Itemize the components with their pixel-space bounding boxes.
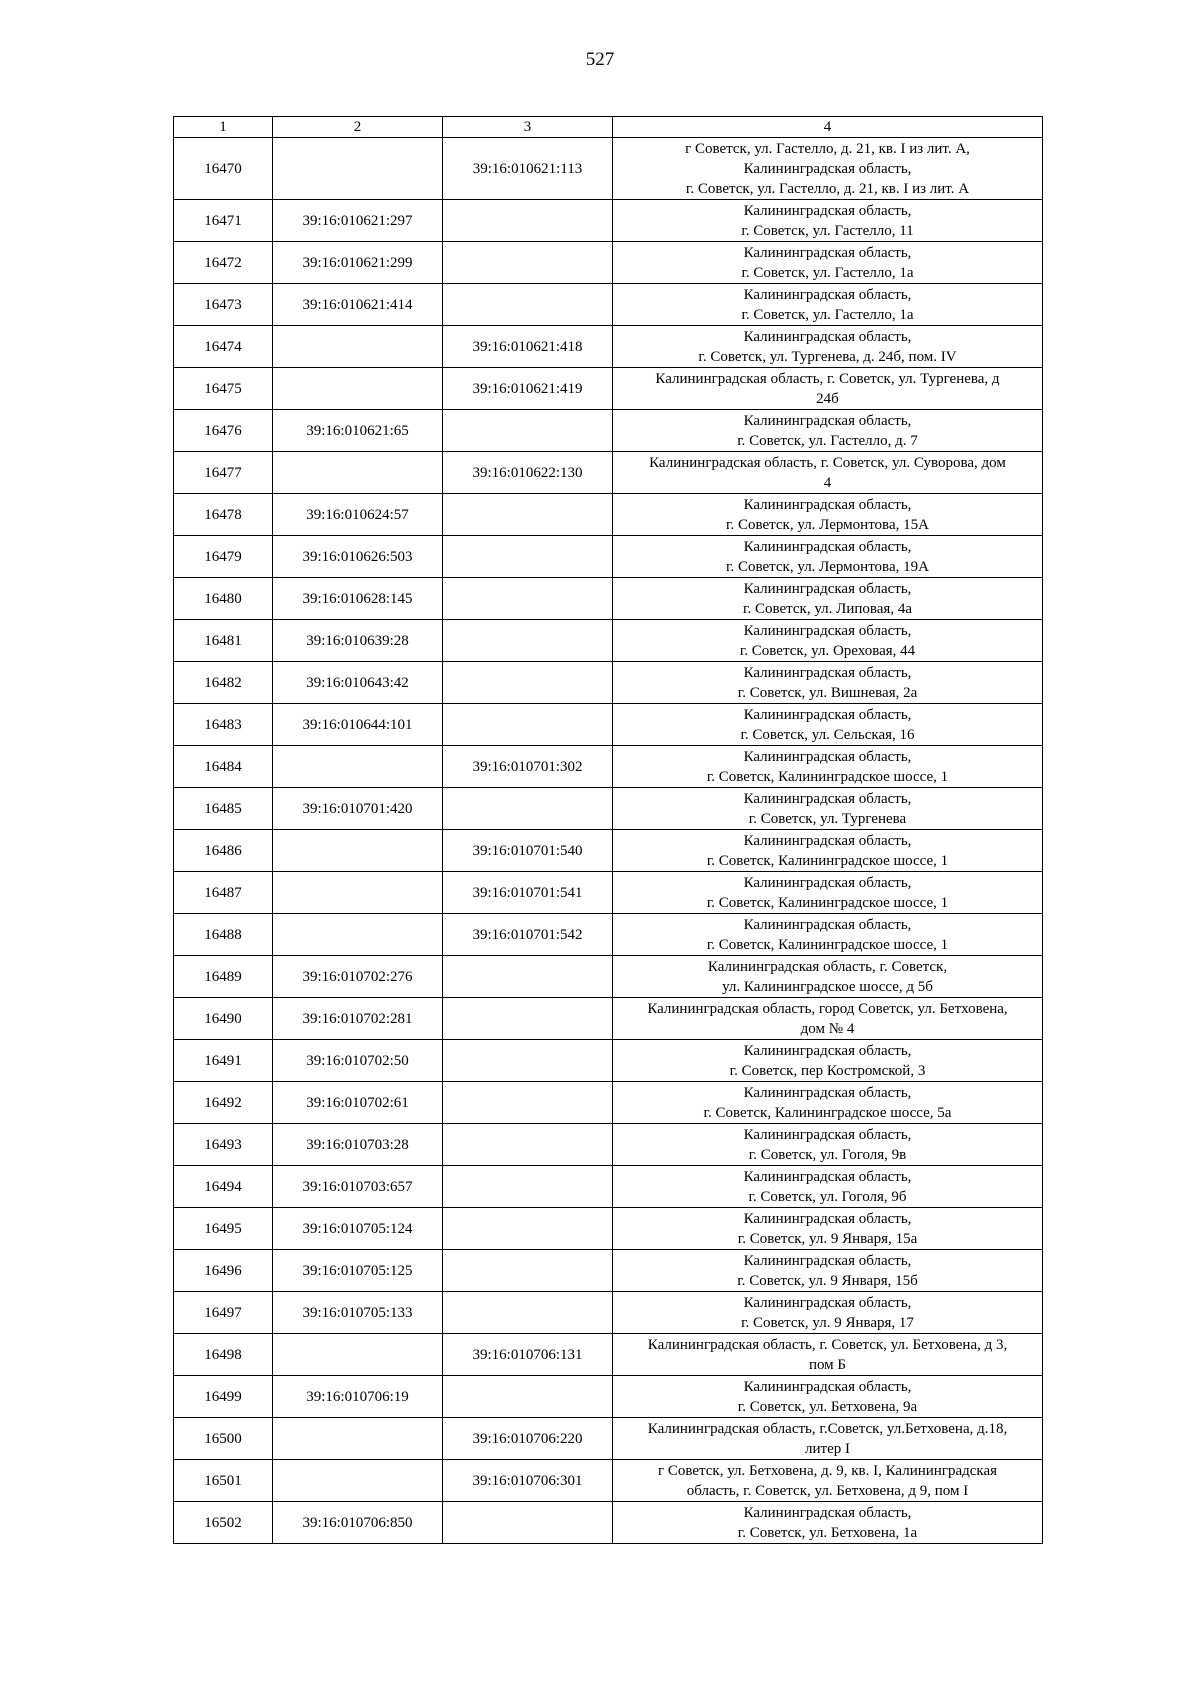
cadastral-number-cell: 39:16:010628:145 xyxy=(273,578,443,620)
address-line: Калининградская область, xyxy=(743,748,912,765)
address-cell xyxy=(613,326,1043,368)
row-number-cell: 16475 xyxy=(174,368,273,410)
row-number-cell: 16479 xyxy=(174,536,273,578)
row-number-cell: 16480 xyxy=(174,578,273,620)
address-line: г. Советск, Калининградское шоссе, 5а xyxy=(703,1104,952,1121)
cadastral-number-cell: 39:16:010624:57 xyxy=(273,494,443,536)
address-line: Калининградская область, xyxy=(743,664,912,681)
cadastral-number-cell: 39:16:010701:420 xyxy=(273,788,443,830)
address-line: г. Советск, ул. Тургенева xyxy=(748,810,907,827)
address-cell xyxy=(613,494,1043,536)
table-row xyxy=(174,138,1043,200)
address-cell xyxy=(613,368,1043,410)
address-line: Калининградская область, xyxy=(743,916,912,933)
cadastral-number-alt-cell xyxy=(443,1208,613,1250)
row-number-cell: 16500 xyxy=(174,1418,273,1460)
table-row xyxy=(174,1166,1043,1208)
row-number-cell: 16493 xyxy=(174,1124,273,1166)
address-line: г Советск, ул. Бетховена, д. 9, кв. I, Калининградская xyxy=(657,1462,998,1479)
row-number-cell: 16486 xyxy=(174,830,273,872)
table-row xyxy=(174,704,1043,746)
address-line: Калининградская область, г.Советск, ул.Бетховена, д.18, xyxy=(647,1420,1008,1437)
address-line: г. Советск, ул. Тургенева, д. 24б, пом. IV xyxy=(698,348,957,365)
table-row xyxy=(174,1082,1043,1124)
row-number-cell: 16501 xyxy=(174,1460,273,1502)
cadastral-number-alt-cell xyxy=(443,662,613,704)
table-row xyxy=(174,200,1043,242)
address-line: г. Советск, Калининградское шоссе, 1 xyxy=(706,936,949,953)
cadastral-number-cell: 39:16:010621:297 xyxy=(273,200,443,242)
address-cell xyxy=(613,1250,1043,1292)
address-cell xyxy=(613,746,1043,788)
cadastral-number-alt-cell xyxy=(443,1292,613,1334)
address-line: Калининградская область, xyxy=(743,580,912,597)
page-number: 527 xyxy=(585,49,615,70)
address-line: дом № 4 xyxy=(800,1020,855,1037)
address-cell xyxy=(613,1208,1043,1250)
address-line: г. Советск, ул. Гастелло, 11 xyxy=(741,222,914,239)
table-row xyxy=(174,1124,1043,1166)
address-cell xyxy=(613,704,1043,746)
column-header-3: 3 xyxy=(443,117,613,138)
address-cell xyxy=(613,578,1043,620)
row-number-cell: 16476 xyxy=(174,410,273,452)
cadastral-number-cell: 39:16:010621:65 xyxy=(273,410,443,452)
cadastral-number-alt-cell xyxy=(443,578,613,620)
address-line: Калининградская область, xyxy=(743,832,912,849)
address-line: Калининградская область, xyxy=(743,1084,912,1101)
address-line: Калининградская область, xyxy=(743,622,912,639)
row-number-cell: 16482 xyxy=(174,662,273,704)
address-line: Калининградская область, xyxy=(743,328,912,345)
cadastral-number-alt-cell: 39:16:010706:301 xyxy=(443,1460,613,1502)
table-row xyxy=(174,788,1043,830)
address-line: область, г. Советск, ул. Бетховена, д 9, пом I xyxy=(686,1482,969,1499)
row-number-cell: 16495 xyxy=(174,1208,273,1250)
table-row xyxy=(174,536,1043,578)
address-line: г. Советск, ул. 9 Января, 15а xyxy=(737,1230,918,1247)
cadastral-number-alt-cell xyxy=(443,410,613,452)
address-line: Калининградская область, xyxy=(743,1378,912,1395)
cadastral-number-cell: 39:16:010703:28 xyxy=(273,1124,443,1166)
address-line: г. Советск, ул. Гастелло, д. 21, кв. I из лит. А xyxy=(685,180,970,197)
address-cell xyxy=(613,410,1043,452)
cadastral-number-cell xyxy=(273,452,443,494)
address-line: г. Советск, ул. Гастелло, 1а xyxy=(741,306,914,323)
address-line: Калининградская область, xyxy=(743,538,912,555)
address-line: Калининградская область, xyxy=(743,496,912,513)
table-row xyxy=(174,578,1043,620)
cadastral-number-alt-cell xyxy=(443,1082,613,1124)
cadastral-number-alt-cell xyxy=(443,494,613,536)
cadastral-number-alt-cell: 39:16:010701:302 xyxy=(443,746,613,788)
address-line: Калининградская область, xyxy=(743,706,912,723)
cadastral-number-alt-cell: 39:16:010706:131 xyxy=(443,1334,613,1376)
address-cell xyxy=(613,284,1043,326)
address-line: г. Советск, ул. Бетховена, 9а xyxy=(737,1398,918,1415)
address-line: Калининградская область, г. Советск, xyxy=(707,958,948,975)
cadastral-number-cell: 39:16:010705:125 xyxy=(273,1250,443,1292)
table-row xyxy=(174,284,1043,326)
address-line: Калининградская область, xyxy=(743,244,912,261)
address-cell xyxy=(613,914,1043,956)
address-line: литер I xyxy=(805,1440,850,1457)
column-header-4: 4 xyxy=(613,117,1043,138)
cadastral-number-cell: 39:16:010706:19 xyxy=(273,1376,443,1418)
address-line: Калининградская область, xyxy=(743,1210,912,1227)
address-line: г. Советск, ул. Лермонтова, 19А xyxy=(726,558,929,575)
row-number-cell: 16488 xyxy=(174,914,273,956)
table-row xyxy=(174,1502,1043,1544)
address-line: Калининградская область, xyxy=(743,202,912,219)
row-number-cell: 16498 xyxy=(174,1334,273,1376)
address-cell xyxy=(613,1376,1043,1418)
table-body xyxy=(174,138,1043,1544)
address-line: г. Советск, ул. Гастелло, 1а xyxy=(741,264,914,281)
cadastral-number-cell: 39:16:010626:503 xyxy=(273,536,443,578)
address-line: Калининградская область, г. Советск, ул. Бетховена, д 3, xyxy=(647,1336,1008,1353)
table-row xyxy=(174,830,1043,872)
address-line: г. Советск, ул. Вишневая, 2а xyxy=(737,684,918,701)
cadastral-number-cell: 39:16:010706:850 xyxy=(273,1502,443,1544)
cadastral-number-cell: 39:16:010621:414 xyxy=(273,284,443,326)
address-line: Калининградская область, xyxy=(743,874,912,891)
address-line: Калининградская область, xyxy=(743,1252,912,1269)
cadastral-number-cell: 39:16:010702:61 xyxy=(273,1082,443,1124)
cadastral-number-alt-cell xyxy=(443,1250,613,1292)
cadastral-number-alt-cell xyxy=(443,788,613,830)
row-number-cell: 16472 xyxy=(174,242,273,284)
table-row xyxy=(174,956,1043,998)
row-number-cell: 16471 xyxy=(174,200,273,242)
cadastral-number-alt-cell: 39:16:010622:130 xyxy=(443,452,613,494)
address-cell xyxy=(613,1082,1043,1124)
address-line: г Советск, ул. Гастелло, д. 21, кв. I из лит. А, xyxy=(685,140,970,157)
table-row xyxy=(174,872,1043,914)
row-number-cell: 16496 xyxy=(174,1250,273,1292)
cadastral-number-alt-cell: 39:16:010701:541 xyxy=(443,872,613,914)
cadastral-number-alt-cell: 39:16:010701:540 xyxy=(443,830,613,872)
address-line: Калининградская область, xyxy=(743,1168,912,1185)
table-row xyxy=(174,662,1043,704)
table-row xyxy=(174,452,1043,494)
row-number-cell: 16492 xyxy=(174,1082,273,1124)
cadastral-number-alt-cell xyxy=(443,1376,613,1418)
cadastral-number-cell: 39:16:010705:124 xyxy=(273,1208,443,1250)
address-cell xyxy=(613,830,1043,872)
address-line: Калининградская область, xyxy=(743,790,912,807)
cadastral-number-cell: 39:16:010639:28 xyxy=(273,620,443,662)
address-cell xyxy=(613,1124,1043,1166)
table-row xyxy=(174,410,1043,452)
address-line: 24б xyxy=(816,390,839,407)
address-cell xyxy=(613,620,1043,662)
row-number-cell: 16478 xyxy=(174,494,273,536)
address-line: г. Советск, Калининградское шоссе, 1 xyxy=(706,768,949,785)
address-cell xyxy=(613,452,1043,494)
address-line: г. Советск, ул. Гастелло, д. 7 xyxy=(737,432,918,449)
address-cell xyxy=(613,536,1043,578)
address-cell xyxy=(613,242,1043,284)
address-cell xyxy=(613,872,1043,914)
table-row xyxy=(174,1040,1043,1082)
table-row xyxy=(174,326,1043,368)
address-line: г. Советск, ул. 9 Января, 15б xyxy=(737,1272,918,1289)
address-line: ул. Калининградское шоссе, д 5б xyxy=(722,978,933,995)
address-line: Калининградская область, xyxy=(743,1042,912,1059)
cadastral-number-cell xyxy=(273,326,443,368)
row-number-cell: 16473 xyxy=(174,284,273,326)
cadastral-number-cell xyxy=(273,872,443,914)
address-cell xyxy=(613,200,1043,242)
cadastral-number-cell: 39:16:010644:101 xyxy=(273,704,443,746)
address-cell xyxy=(613,1166,1043,1208)
address-line: г. Советск, ул. Гоголя, 9б xyxy=(748,1188,907,1205)
cadastral-number-alt-cell xyxy=(443,620,613,662)
cadastral-number-alt-cell xyxy=(443,704,613,746)
address-line: Калининградская область, xyxy=(743,286,912,303)
table-row xyxy=(174,1250,1043,1292)
cadastral-number-alt-cell xyxy=(443,1502,613,1544)
cadastral-number-alt-cell xyxy=(443,1040,613,1082)
table-row xyxy=(174,242,1043,284)
address-line: г. Советск, ул. 9 Января, 17 xyxy=(741,1314,914,1331)
cadastral-number-cell: 39:16:010643:42 xyxy=(273,662,443,704)
address-cell xyxy=(613,138,1043,200)
column-header-2: 2 xyxy=(273,117,443,138)
cadastral-number-alt-cell xyxy=(443,284,613,326)
cadastral-number-cell xyxy=(273,914,443,956)
row-number-cell: 16474 xyxy=(174,326,273,368)
address-line: г. Советск, ул. Бетховена, 1а xyxy=(737,1524,918,1541)
row-number-cell: 16470 xyxy=(174,138,273,200)
row-number-cell: 16487 xyxy=(174,872,273,914)
address-cell xyxy=(613,1502,1043,1544)
table-row xyxy=(174,620,1043,662)
address-line: Калининградская область, г. Советск, ул. Суворова, дом xyxy=(649,454,1006,471)
address-line: пом Б xyxy=(808,1356,847,1373)
table-row xyxy=(174,998,1043,1040)
table-row xyxy=(174,1208,1043,1250)
cadastral-number-cell xyxy=(273,746,443,788)
cadastral-number-cell: 39:16:010702:50 xyxy=(273,1040,443,1082)
row-number-cell: 16481 xyxy=(174,620,273,662)
cadastral-number-cell xyxy=(273,368,443,410)
address-line: Калининградская область, xyxy=(743,160,912,177)
address-line: Калининградская область, город Советск, ул. Бетховена, xyxy=(647,1000,1008,1017)
table-row xyxy=(174,1418,1043,1460)
cadastral-number-cell: 39:16:010621:299 xyxy=(273,242,443,284)
row-number-cell: 16477 xyxy=(174,452,273,494)
row-number-cell: 16489 xyxy=(174,956,273,998)
cadastral-number-cell xyxy=(273,1334,443,1376)
address-line: Калининградская область, xyxy=(743,1504,912,1521)
row-number-cell: 16483 xyxy=(174,704,273,746)
cadastral-number-alt-cell: 39:16:010621:113 xyxy=(443,138,613,200)
address-line: г. Советск, Калининградское шоссе, 1 xyxy=(706,852,949,869)
row-number-cell: 16484 xyxy=(174,746,273,788)
table-row xyxy=(174,368,1043,410)
cadastral-number-cell: 39:16:010705:133 xyxy=(273,1292,443,1334)
table-row xyxy=(174,1460,1043,1502)
row-number-cell: 16499 xyxy=(174,1376,273,1418)
row-number-cell: 16502 xyxy=(174,1502,273,1544)
cadastral-number-alt-cell: 39:16:010621:418 xyxy=(443,326,613,368)
address-cell xyxy=(613,788,1043,830)
address-line: 4 xyxy=(823,474,832,491)
cadastral-number-alt-cell: 39:16:010701:542 xyxy=(443,914,613,956)
cadastral-number-cell: 39:16:010702:276 xyxy=(273,956,443,998)
cadastral-number-alt-cell: 39:16:010706:220 xyxy=(443,1418,613,1460)
table-row xyxy=(174,1292,1043,1334)
address-line: Калининградская область, xyxy=(743,1126,912,1143)
cadastral-number-cell xyxy=(273,830,443,872)
row-number-cell: 16497 xyxy=(174,1292,273,1334)
table-row xyxy=(174,914,1043,956)
cadastral-number-alt-cell xyxy=(443,998,613,1040)
address-line: г. Советск, ул. Ореховая, 44 xyxy=(739,642,916,659)
cadastral-number-alt-cell xyxy=(443,1124,613,1166)
column-header-1: 1 xyxy=(174,117,273,138)
cadastral-number-alt-cell xyxy=(443,1166,613,1208)
address-line: г. Советск, Калининградское шоссе, 1 xyxy=(706,894,949,911)
address-cell xyxy=(613,1334,1043,1376)
address-line: г. Советск, ул. Липовая, 4а xyxy=(743,600,912,617)
address-cell xyxy=(613,1040,1043,1082)
cadastral-number-alt-cell xyxy=(443,536,613,578)
table-row xyxy=(174,1334,1043,1376)
cadastral-number-alt-cell: 39:16:010621:419 xyxy=(443,368,613,410)
table-row xyxy=(174,746,1043,788)
address-line: Калининградская область, xyxy=(743,1294,912,1311)
row-number-cell: 16490 xyxy=(174,998,273,1040)
address-cell xyxy=(613,1460,1043,1502)
cadastral-number-cell xyxy=(273,1418,443,1460)
row-number-cell: 16485 xyxy=(174,788,273,830)
cadastral-number-cell: 39:16:010702:281 xyxy=(273,998,443,1040)
cadastral-number-alt-cell xyxy=(443,956,613,998)
row-number-cell: 16494 xyxy=(174,1166,273,1208)
cadastral-number-alt-cell xyxy=(443,242,613,284)
cadastral-number-cell: 39:16:010703:657 xyxy=(273,1166,443,1208)
address-cell xyxy=(613,1418,1043,1460)
cadastral-number-cell xyxy=(273,1460,443,1502)
address-cell xyxy=(613,1292,1043,1334)
cadastral-number-alt-cell xyxy=(443,200,613,242)
address-line: г. Советск, ул. Лермонтова, 15А xyxy=(726,516,929,533)
row-number-cell: 16491 xyxy=(174,1040,273,1082)
table-row xyxy=(174,1376,1043,1418)
table-header-row xyxy=(174,117,1043,138)
address-line: г. Советск, ул. Гоголя, 9в xyxy=(748,1146,907,1163)
cadastral-number-cell xyxy=(273,138,443,200)
address-line: Калининградская область, xyxy=(743,412,912,429)
address-line: г. Советск, ул. Сельская, 16 xyxy=(740,726,915,743)
address-cell xyxy=(613,998,1043,1040)
address-line: г. Советск, пер Костромской, 3 xyxy=(729,1062,926,1079)
table-row xyxy=(174,494,1043,536)
address-line: Калининградская область, г. Советск, ул. Тургенева, д xyxy=(655,370,1000,387)
registry-table xyxy=(173,116,1043,1544)
address-cell xyxy=(613,956,1043,998)
address-cell xyxy=(613,662,1043,704)
